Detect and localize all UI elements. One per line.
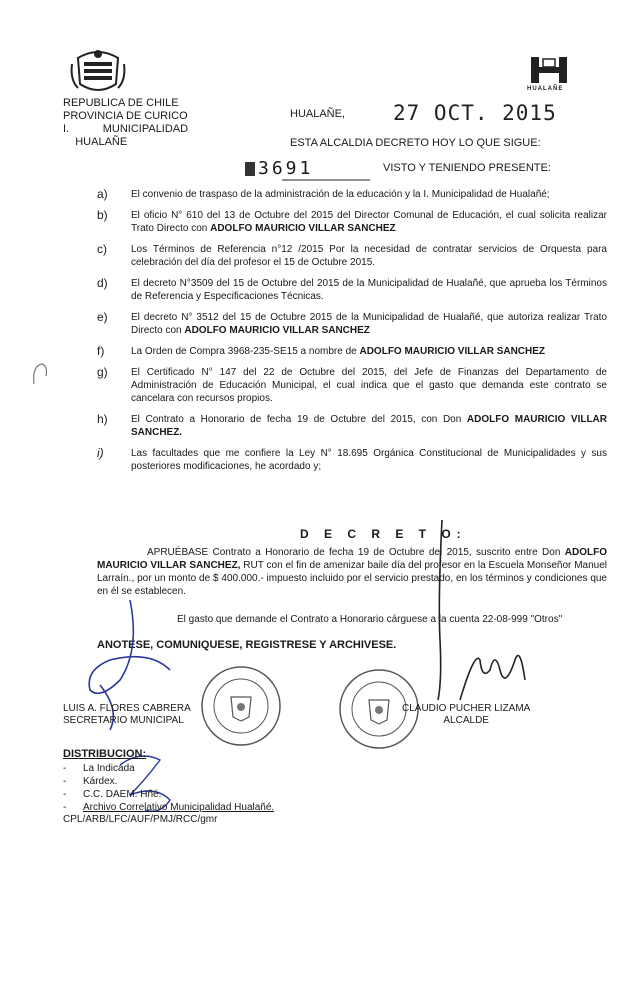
header-institution [63, 97, 188, 149]
signer-name: CLAUDIO PUCHER LIZAMA [402, 703, 531, 714]
item-label: h) [97, 412, 108, 426]
item-text: El decreto N°3509 del 15 de Octubre del 2015 de la Municipalidad de Hualañé, que aprueba los Términos de Referencia y Especificaciones Técnicas. [131, 278, 607, 302]
logo-caption: HUALAÑE [527, 86, 564, 92]
number-stamp-icon [244, 161, 256, 177]
item-bold-name: ADOLFO MAURICIO VILLAR SANCHEZ. [131, 414, 608, 438]
item-label: i) [97, 446, 104, 460]
item-text: El oficio N° 610 del 13 de Octubre del 2015 del Director Comunal de Educación, el cual solicita realizar Trato Directo con [131, 210, 607, 234]
item-text: El convenio de traspaso de la administración de la educación y la I. Municipalidad de Hualañé; [131, 189, 550, 200]
item-bold-name: ADOLFO MAURICIO VILLAR SANCHEZ [359, 346, 546, 357]
date-stamp: 27 OCT. 2015 [393, 101, 557, 125]
list-item: - La Indicada [63, 763, 135, 774]
signer-title: SECRETARIO MUNICIPAL [63, 715, 184, 726]
item-label: c) [97, 242, 107, 256]
item-label: b) [97, 208, 108, 222]
item-text: El Contrato a Honorario de fecha 19 de Octubre del 2015, con Don [131, 414, 467, 425]
alcaldia-text: ESTA ALCALDIA DECRETO HOY LO QUE SIGUE: [290, 137, 541, 149]
item-text: El Certificado N° 147 del 22 de Octubre del 2015, del Jefe de Finanzas del Departamento de Administración de Educación Municipal, el cual indica que el gasto que demanda este contrato se cancelara con recursos propios. [131, 367, 607, 404]
list-item: - Archivo Correlativo Municipalidad Hualañé. [63, 802, 275, 813]
decreto-text-b: RUT con el fin de amenizar baile día del profesor en la Escuela Monseñor Manuel Larraín., por un monto de $ 400.000.- impuesto incluido por el servicio prestado, en los términos y condiciones que en él se establecen. [97, 560, 607, 597]
list-item [97, 188, 607, 201]
list-item [97, 243, 607, 269]
header-line: REPUBLICA DE CHILE [63, 97, 179, 109]
dist-item: Archivo Correlativo Municipalidad Hualañé. [83, 802, 275, 813]
signature-block-alcalde [402, 703, 530, 727]
list-item [97, 413, 607, 439]
header-line: HUALAÑE [63, 136, 128, 148]
distribucion-list [63, 762, 274, 814]
considerations-list [97, 188, 607, 481]
anotese-text: ANOTESE, COMUNIQUESE, REGISTRESE Y ARCHIVESE. [97, 639, 397, 651]
punch-hole-mark [30, 362, 50, 386]
gasto-text: El gasto que demande el Contrato a Honorario cárguese a la cuenta 22-08-999 "Otros" [177, 614, 563, 625]
list-item [97, 366, 607, 405]
header-line: PROVINCIA DE CURICO [63, 110, 188, 122]
coat-of-arms-logo [70, 44, 126, 96]
list-item [97, 345, 607, 358]
initials: CPL/ARB/LFC/AUF/PMJ/RCC/gmr [63, 814, 218, 825]
item-text: El decreto N° 3512 del 15 de Octubre 2015 de la Municipalidad de Hualañé, que autoriza realizar Trato Directo con [131, 312, 607, 336]
signer-title: ALCALDE [443, 715, 489, 726]
signer-name: LUIS A. FLORES CABRERA [63, 703, 191, 714]
item-label: g) [97, 365, 108, 379]
list-item [97, 311, 607, 337]
item-bold-name: ADOLFO MAURICIO VILLAR SANCHEZ [184, 325, 370, 336]
dist-item: C.C. DAEM. Hñé. [83, 789, 162, 800]
decreto-title: D E C R E T O: [300, 527, 467, 541]
header-line: I. MUNICIPALIDAD [63, 123, 189, 135]
item-label: d) [97, 276, 108, 290]
list-item [97, 447, 607, 473]
list-item: - C.C. DAEM. Hñé. [63, 789, 162, 800]
item-label: a) [97, 187, 108, 201]
item-text: La Orden de Compra 3968-235-SE15 a nombre de [131, 346, 360, 357]
item-text: Los Términos de Referencia n°12 /2015 Por la necesidad de contratar servicios de Orquesta para celebración del día del profesor el 15 de Octubre 2015. [131, 244, 607, 268]
list-item [97, 277, 607, 303]
item-label: f) [97, 344, 105, 358]
decree-number-underline [282, 178, 372, 182]
item-bold-name: ADOLFO MAURICIO VILLAR SANCHEZ [210, 223, 396, 234]
decree-number: 3691 [258, 158, 314, 179]
signature-block-secretario [63, 703, 191, 727]
list-item: - Kárdex. [63, 776, 118, 787]
list-item [97, 209, 607, 235]
item-label: e) [97, 310, 108, 324]
item-text: Las facultades que me confiere la Ley N° 18.695 Orgánica Constitucional de Municipalidades y sus posteriores modificaciones, he acordado y; [131, 448, 607, 472]
visto-text: VISTO Y TENIENDO PRESENTE: [383, 162, 551, 174]
distribucion-title: DISTRIBUCION: [63, 748, 147, 760]
city-label: HUALAÑE, [290, 108, 346, 120]
signature-alcalde [420, 520, 550, 710]
dist-item: Kárdex. [83, 776, 118, 787]
dist-item: La Indicada [83, 763, 135, 774]
decreto-bold-name: ADOLFO MAURICIO VILLAR SANCHEZ, [97, 547, 607, 571]
decreto-text-a: APRUÉBASE Contrato a Honorario de fecha 19 de Octubre del 2015, suscrito entre Don [147, 547, 565, 558]
